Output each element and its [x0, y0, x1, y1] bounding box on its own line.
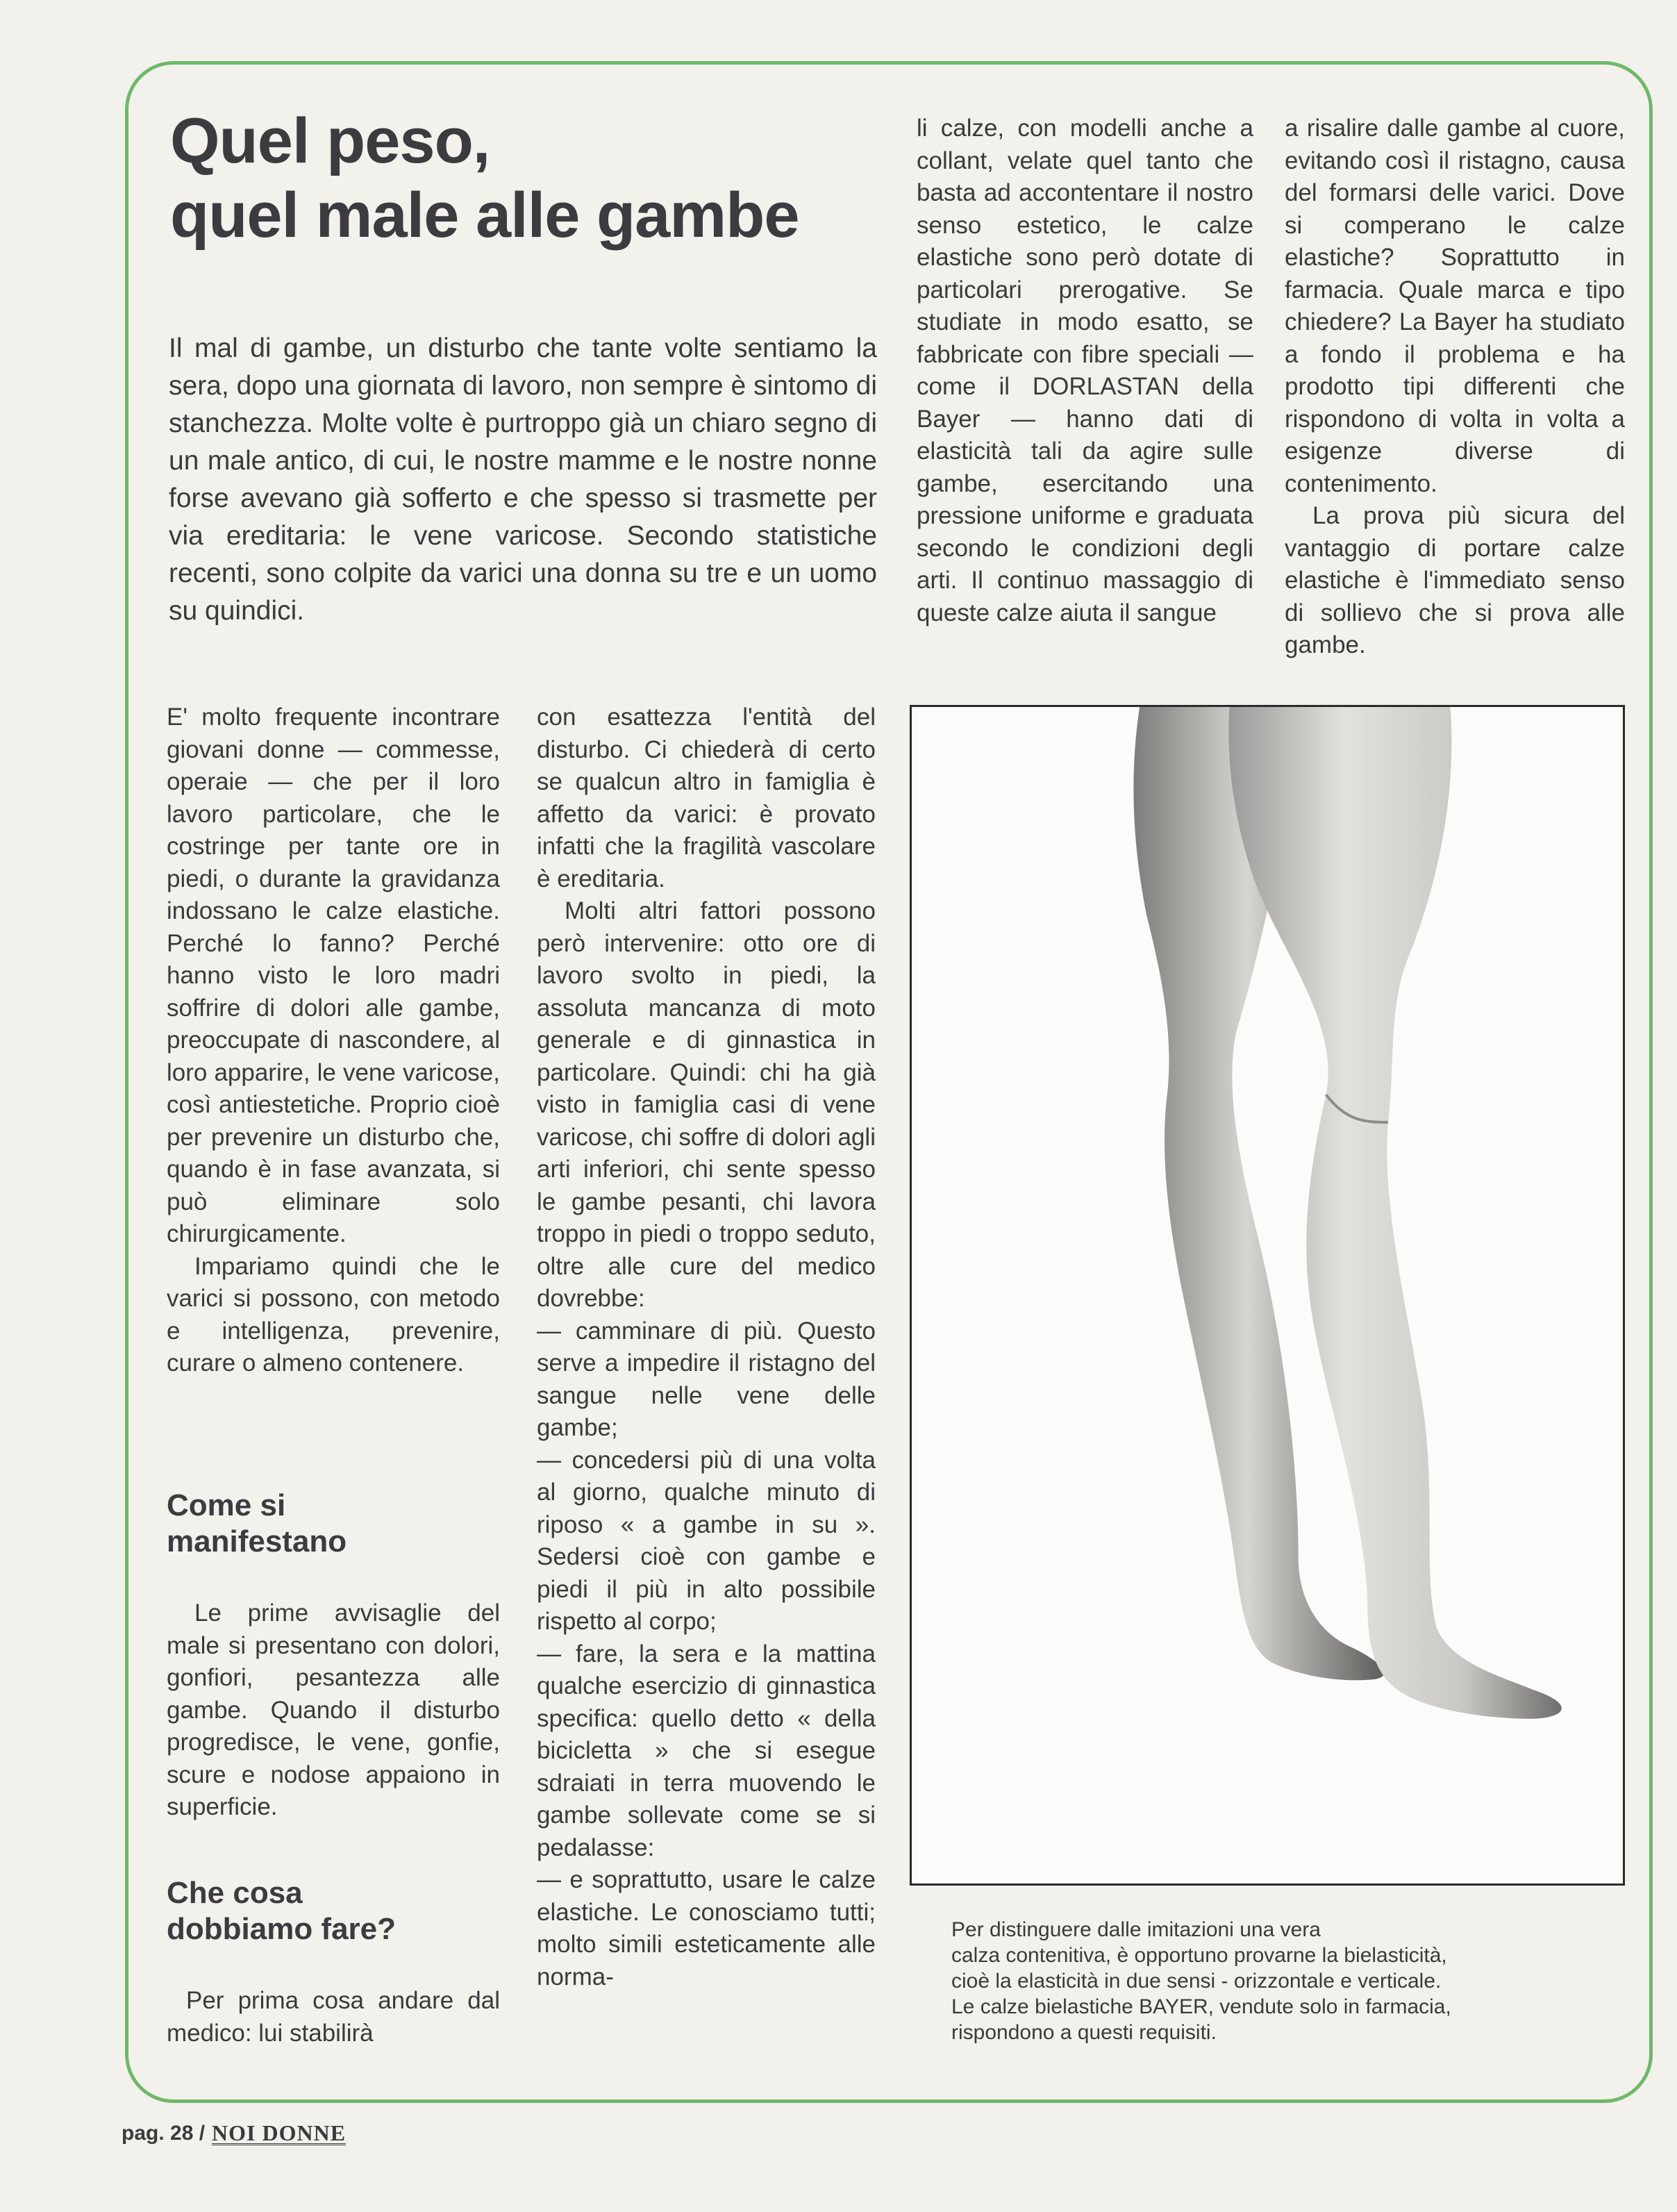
subheading-line: dobbiamo fare? [167, 1912, 397, 1946]
list-item: — fare, la sera e la mattina qualche esercizio di ginnastica specifica: quello detto « della bicicletta » che si esegue sdraiati in terra muovendo le gambe sollevate come se si pedalasse: [537, 1640, 876, 1861]
caption-line: calza contenitiva, è opportuno provarne la bielasticità, [951, 1944, 1447, 1967]
magazine-logo: NOI DONNE [212, 2120, 347, 2145]
subheading-che-cosa-dobbiamo-fare [167, 1875, 396, 1947]
paragraph: La prova più sicura del vantaggio di portare calze elastiche è l'immediato senso di sollievo che si prova alle gambe. [1285, 502, 1625, 658]
subheading-line: Che cosa [167, 1876, 303, 1910]
text-column-c [167, 701, 500, 1380]
list-item: — e soprattutto, usare le calze elastiche. Le conosciamo tutti; molto simili esteticamente alle norma- [537, 1866, 876, 1990]
page-number: pag. 28 / [122, 2122, 206, 2145]
legs-photo [910, 705, 1625, 1886]
subheading-line: Come si [167, 1488, 286, 1522]
article-title [170, 104, 899, 252]
text-column-d [537, 701, 876, 1993]
text-column-c-section-3 [167, 1985, 500, 2049]
text-column-c-section-2 [167, 1597, 500, 1824]
caption-line: Per distinguere dalle imitazioni una vera [951, 1918, 1321, 1941]
paragraph: Impariamo quindi che le varici si possono, con metodo e intelligenza, prevenire, curare o almeno contenere. [167, 1252, 500, 1377]
legs-illustration [912, 707, 1623, 1883]
list-item: — camminare di più. Questo serve a impedire il ristagno del sangue nelle vene delle gambe; [537, 1317, 876, 1441]
title-line-1: Quel peso, [170, 106, 490, 176]
lead-paragraph: Il mal di gambe, un disturbo che tante volte sentiamo la sera, dopo una giornata di lavoro, non sempre è sintomo di stanchezza. Molte volte è purtroppo già un chiaro segno di un male antico, di cui, le nostre mamme e le nostre nonne forse avevano già sofferto e che spesso si trasmette per via ereditaria: le vene varicose. Secondo statistiche recenti, sono colpite da varici una donna su tre e un uomo su quindici. [169, 333, 877, 626]
paragraph: Le prime avvisaglie del male si presentano con dolori, gonfiori, pesantezza alle gambe. Quando il disturbo progredisce, le vene, gonfie, scure e nodose appaiono in superficie. [167, 1599, 500, 1820]
paragraph: Per prima cosa andare dal medico: lui stabilirà [167, 1987, 500, 2047]
page-footer [122, 2122, 346, 2145]
caption-line: rispondono a questi requisiti. [951, 2021, 1217, 2044]
paragraph: con esattezza l'entità del disturbo. Ci chiederà di certo se qualcun altro in famiglia è affetto da varici: è provato infatti che la fragilità vascolare è ereditaria. [537, 704, 876, 892]
caption-line: Le calze bielastiche BAYER, vendute solo in farmacia, [951, 1995, 1451, 2018]
photo-caption [951, 1917, 1618, 2045]
text-column-a [917, 113, 1253, 629]
paragraph: li calze, con modelli anche a collant, velate quel tanto che basta ad accontentare il nostro senso estetico, le calze elastiche sono però dotate di particolari prerogative. Se studiate in modo esatto, se fabbricate con fibre speciali — come il DORLASTAN della Bayer — hanno dati di elasticità tali da agire sulle gambe, esercitando una pressione uniforme e graduata secondo le condizioni degli arti. Il continuo massaggio di queste calze aiuta il sangue [917, 115, 1253, 626]
text-column-b [1285, 113, 1625, 662]
caption-line: cioè la elasticità in due sensi - orizzontale e verticale. [951, 1970, 1442, 1993]
paragraph: Molti altri fattori possono però intervenire: otto ore di lavoro svolto in piedi, la assoluta mancanza di moto generale e di ginnastica in particolare. Quindi: chi ha già visto in famiglia casi di vene varicose, chi soffre di dolori agli arti inferiori, chi sente spesso le gambe pesanti, chi lavora troppo in piedi o troppo seduto, oltre alle cure del medico dovrebbe: [537, 897, 876, 1312]
subheading-come-si-manifestano [167, 1488, 347, 1560]
paragraph: E' molto frequente incontrare giovani donne — commesse, operaie — che per il loro lavoro particolare, che le costringe per tante ore in piedi, o durante la gravidanza indossano le calze elastiche. Perché lo fanno? Perché hanno visto le loro madri soffrire di dolori alle gambe, preoccupate di nascondere, al loro apparire, le vene varicose, così antiestetiche. Proprio cioè per prevenire un disturbo che, quando è in fase avanzata, si può eliminare solo chirurgicamente. [167, 704, 500, 1247]
subheading-line: manifestano [167, 1524, 347, 1558]
paragraph: a risalire dalle gambe al cuore, evitando così il ristagno, causa del formarsi delle varici. Dove si comperano le calze elastiche? Soprattutto in farmacia. Quale marca e tipo chiedere? La Bayer ha studiato a fondo il problema e ha prodotto tipi differenti che rispondono di volta in volta a esigenze diverse di contenimento. [1285, 115, 1625, 497]
title-line-2: quel male alle gambe [170, 179, 799, 251]
list-item: — concedersi più di una volta al giorno, qualche minuto di riposo « a gambe in su ». Sedersi cioè con gambe e piedi il più in alto possibile rispetto al corpo; [537, 1446, 876, 1635]
